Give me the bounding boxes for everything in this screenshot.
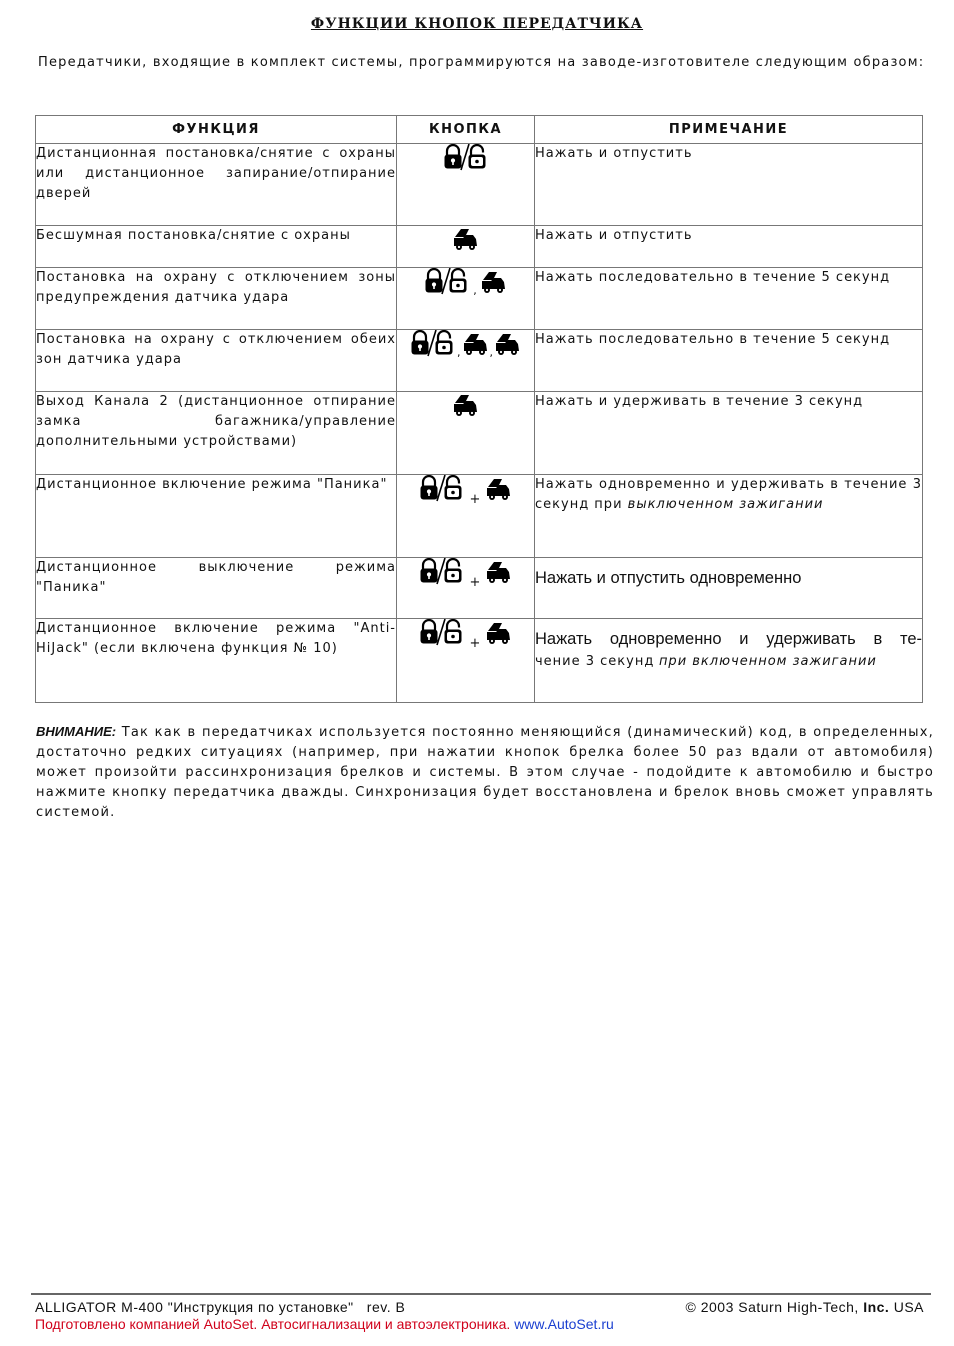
note-text: чение 3 секунд bbox=[535, 654, 655, 669]
note-big-text: Нажать одновременно и удерживать в те- bbox=[535, 630, 922, 648]
button-cell bbox=[397, 330, 535, 392]
copyright-text: © 2003 Saturn High-Tech, bbox=[685, 1299, 859, 1315]
functions-table bbox=[35, 115, 923, 703]
plus-sign: + bbox=[469, 574, 482, 590]
page-title: ФУНКЦИИ КНОПОК ПЕРЕДАТЧИКА bbox=[310, 16, 644, 32]
function-cell: Дистанционное включение режима "Anti-HiJack" (если включена функция № 10) bbox=[36, 619, 397, 703]
table-row bbox=[36, 268, 923, 330]
trunk-car-icon bbox=[453, 226, 479, 252]
footer-copyright bbox=[686, 1299, 925, 1315]
separator: , bbox=[457, 345, 462, 359]
note-text: Нажать одновременно и удерживать в течение 3 секунд при bbox=[535, 477, 922, 512]
separator: , bbox=[489, 345, 494, 359]
function-cell: Постановка на охрану с отключением зоны предупреждения датчика удара bbox=[36, 268, 397, 330]
warning-text: Так как в передатчиках используется постоянно меняющийся (динамический) код, в определенных, достаточно редких ситуациях (например, при нажатии кнопок брелка более 50 раз вдали от автомобиля) может произойти рассинхронизация брелков и системы. В этом случае - подойдите к автомобилю и быстро нажмите кнопку передатчика дважды. Синхронизация будет восстановлена и брелок вновь сможет управлять системой. bbox=[36, 725, 934, 820]
table-row bbox=[36, 226, 923, 268]
function-cell: Дистанционное выключение режима "Паника" bbox=[36, 558, 397, 619]
lock-unlock-icon bbox=[419, 475, 465, 503]
trunk-car-icon bbox=[486, 620, 512, 646]
note-italic: при включенном зажигании bbox=[658, 654, 877, 669]
note-cell: Нажать и удерживать в течение 3 секунд bbox=[535, 392, 923, 475]
function-cell: Постановка на охрану с отключением обеих зон датчика удара bbox=[36, 330, 397, 392]
function-cell: Дистанционная постановка/снятие с охраны или дистанционное запирание/отпирание дверей bbox=[36, 144, 397, 226]
header-function: ФУНКЦИЯ bbox=[36, 116, 397, 144]
trunk-car-icon bbox=[463, 331, 489, 357]
table-row bbox=[36, 558, 923, 619]
lock-unlock-icon bbox=[443, 144, 489, 172]
footer-doc-title: ALLIGATOR M-400 "Инструкция по установке" rev. B bbox=[35, 1299, 406, 1315]
table-row bbox=[36, 392, 923, 475]
button-cell bbox=[397, 226, 535, 268]
trunk-car-icon bbox=[495, 331, 521, 357]
button-cell bbox=[397, 619, 535, 703]
trunk-car-icon bbox=[486, 559, 512, 585]
header-button: КНОПКА bbox=[397, 116, 535, 144]
note-cell bbox=[535, 475, 923, 558]
button-cell bbox=[397, 392, 535, 475]
plus-sign: + bbox=[469, 635, 482, 651]
note-cell: Нажать последовательно в течение 5 секунд bbox=[535, 268, 923, 330]
copyright-inc: Inc. bbox=[863, 1299, 890, 1315]
button-cell bbox=[397, 144, 535, 226]
button-cell bbox=[397, 268, 535, 330]
table-header-row bbox=[36, 116, 923, 144]
note-italic: выключенном зажигании bbox=[627, 497, 824, 512]
lock-unlock-icon bbox=[424, 268, 470, 296]
warning-label: ВНИМАНИЕ: bbox=[36, 724, 117, 739]
warning-paragraph bbox=[36, 722, 934, 823]
function-cell: Выход Канала 2 (дистанционное отпирание замка багажника/управление дополнительными устройствами) bbox=[36, 392, 397, 475]
note-cell: Нажать и отпустить одновременно bbox=[535, 558, 923, 619]
table-row bbox=[36, 619, 923, 703]
lock-unlock-icon bbox=[410, 330, 456, 358]
button-cell bbox=[397, 475, 535, 558]
trunk-car-icon bbox=[481, 269, 507, 295]
button-cell bbox=[397, 558, 535, 619]
credit-link[interactable]: www.AutoSet.ru bbox=[514, 1316, 614, 1332]
header-note: ПРИМЕЧАНИЕ bbox=[535, 116, 923, 144]
note-cell: Нажать и отпустить bbox=[535, 226, 923, 268]
function-cell: Дистанционное включение режима "Паника" bbox=[36, 475, 397, 558]
credit-text: Подготовлено компанией AutoSet. Автосигнализации и автоэлектроника. bbox=[35, 1316, 511, 1332]
table-row bbox=[36, 330, 923, 392]
table-row bbox=[36, 475, 923, 558]
plus-sign: + bbox=[469, 491, 482, 507]
footer-credit bbox=[35, 1316, 614, 1332]
footer-divider bbox=[31, 1293, 931, 1295]
note-cell: Нажать последовательно в течение 5 секунд bbox=[535, 330, 923, 392]
separator: , bbox=[473, 283, 478, 297]
lock-unlock-icon bbox=[419, 558, 465, 586]
table-row bbox=[36, 144, 923, 226]
lock-unlock-icon bbox=[419, 619, 465, 647]
copyright-country: USA bbox=[893, 1299, 924, 1315]
intro-paragraph: Передатчики, входящие в комплект системы, программируются на заводе-изготовителе следующим образом: bbox=[38, 55, 925, 70]
function-cell: Бесшумная постановка/снятие с охраны bbox=[36, 226, 397, 268]
note-cell bbox=[535, 619, 923, 703]
trunk-car-icon bbox=[486, 476, 512, 502]
note-cell: Нажать и отпустить bbox=[535, 144, 923, 226]
trunk-car-icon bbox=[453, 392, 479, 418]
